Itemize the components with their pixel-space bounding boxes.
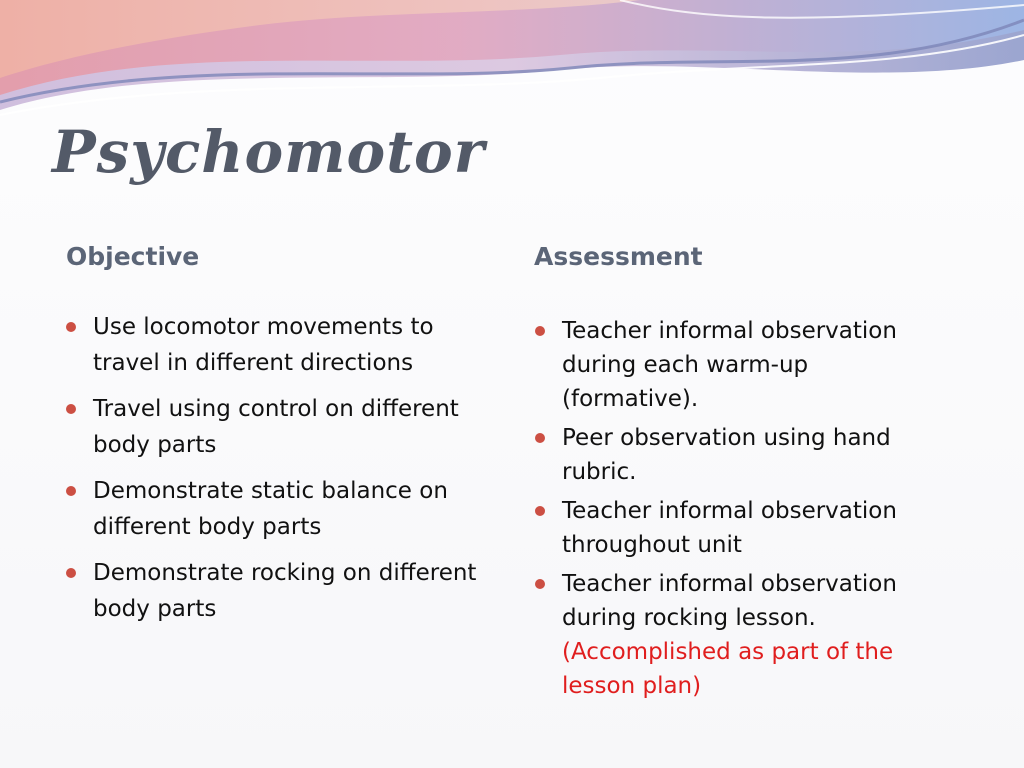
assessment-item-text: Teacher informal observation during each warm-up (formative). <box>562 318 897 412</box>
list-item <box>64 391 484 463</box>
bullet-dot-icon <box>66 404 76 414</box>
objective-item-text: Travel using control on different body parts <box>93 396 459 458</box>
list-item <box>64 555 484 627</box>
bullet-dot-icon <box>66 568 76 578</box>
list-item <box>533 494 943 562</box>
slide-title: Psychomotor <box>52 118 486 186</box>
objective-item-text: Demonstrate static balance on different body parts <box>93 478 448 540</box>
assessment-item-note: (Accomplished as part of the lesson plan) <box>562 639 894 699</box>
assessment-item-text: Teacher informal observation throughout unit <box>562 498 897 558</box>
list-item <box>533 421 943 489</box>
assessment-item-text: Teacher informal observation during rocking lesson. <box>562 571 897 631</box>
bullet-dot-icon <box>535 433 545 443</box>
assessment-item-text: Peer observation using hand rubric. <box>562 425 891 485</box>
bullet-dot-icon <box>66 486 76 496</box>
bullet-dot-icon <box>535 506 545 516</box>
assessment-heading: Assessment <box>534 242 703 271</box>
assessment-list <box>533 314 943 708</box>
list-item <box>533 567 943 703</box>
list-item <box>533 314 943 416</box>
list-item <box>64 473 484 545</box>
objective-heading: Objective <box>66 242 200 271</box>
bullet-dot-icon <box>66 322 76 332</box>
list-item <box>64 309 484 381</box>
objective-item-text: Use locomotor movements to travel in different directions <box>93 314 434 376</box>
bullet-dot-icon <box>535 326 545 336</box>
objective-item-text: Demonstrate rocking on different body parts <box>93 560 477 622</box>
bullet-dot-icon <box>535 579 545 589</box>
objective-list <box>64 309 484 637</box>
decorative-wave-banner <box>0 0 1024 130</box>
